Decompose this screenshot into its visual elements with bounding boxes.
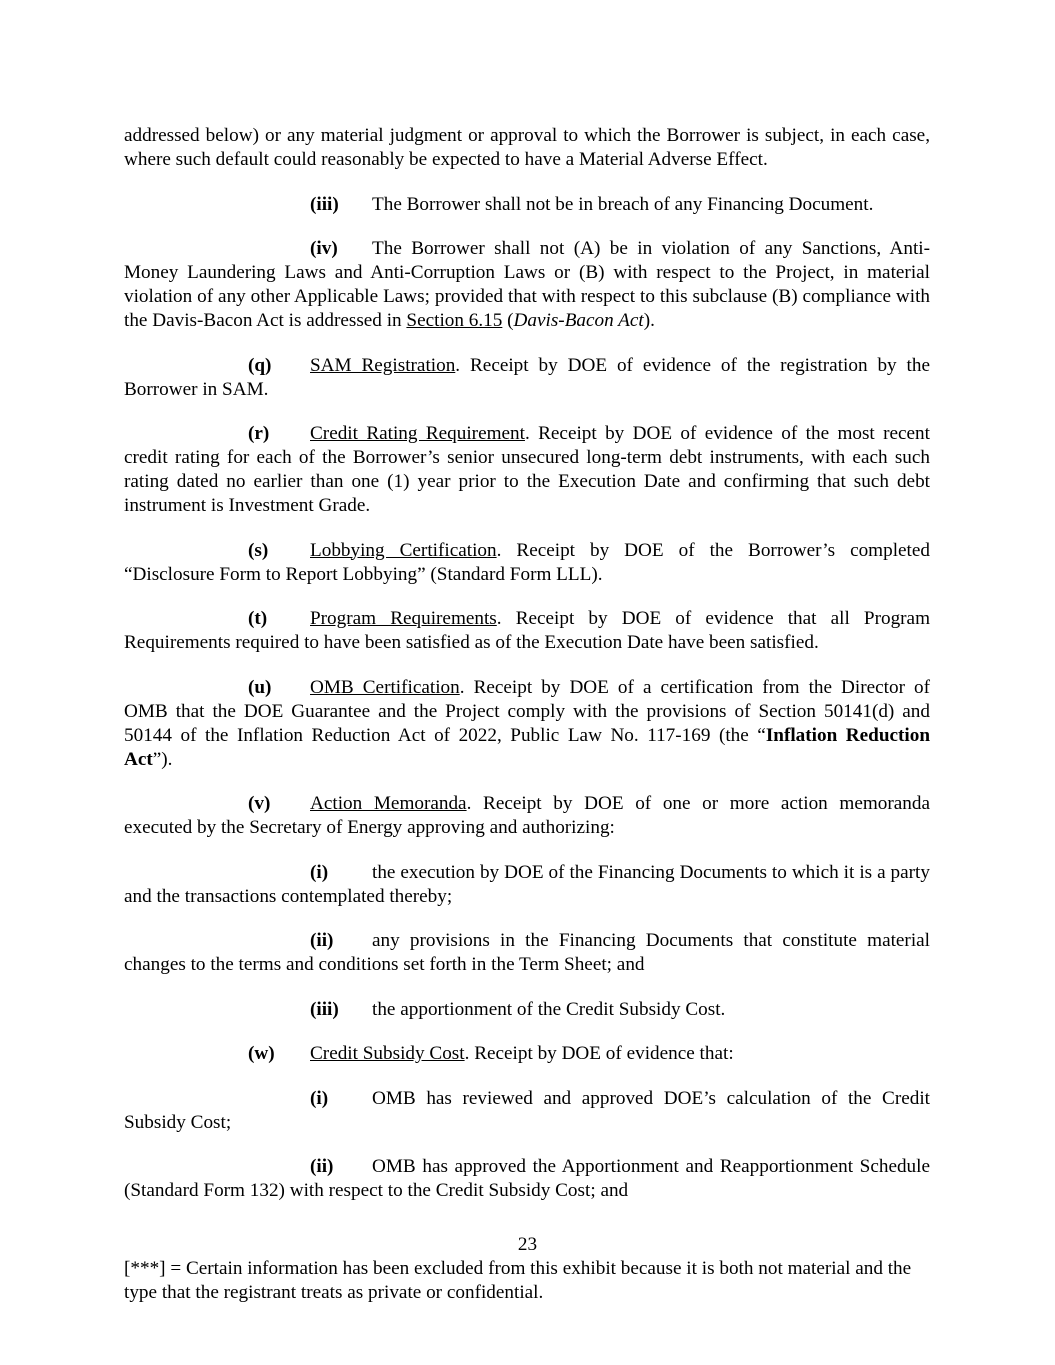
section-title: SAM Registration <box>310 354 456 376</box>
section-r: (r) Credit Rating Requirement. Receipt by DOE of evidence of the most recent credit rating for each of the Borrower’s senior unsecured long-term debt instruments, with each such rating dated no earlier than one (1) year prior to the Execution Date and confirming that such debt instrument is Investment Grade. <box>124 423 930 516</box>
defined-term: Inflation Reduction Act <box>124 724 931 770</box>
section-label: (u) <box>248 676 272 698</box>
w-item-ii: (ii) OMB has approved the Apportionment and Reapportionment Schedule (Standard Form 132) with respect to the Credit Subsidy Cost; and <box>124 1156 930 1201</box>
continued-paragraph: addressed below) or any material judgment or approval to which the Borrower is subject, in each case, where such default could reasonably be expected to have a Material Adverse Effect. <box>124 125 930 170</box>
clause-iv: (iv) The Borrower shall not (A) be in violation of any Sanctions, Anti-Money Laundering Laws and Anti-Corruption Laws or (B) with respect to the Project, in material violation of any other Applicable Laws; provided that with respect to this subclause (B) compliance with the Davis-Bacon Act is addressed in Section 6.15 (Davis-Bacon Act). <box>124 238 930 331</box>
w-item-i-continued: Subsidy Cost; <box>124 1111 232 1133</box>
section-title: Program Requirements <box>310 608 497 629</box>
section-v: (v) Action Memoranda. Receipt by DOE of one or more action memoranda executed by the Secretary of Energy approving and authorizing: <box>124 793 930 838</box>
clause-label: (iv) <box>310 238 338 259</box>
clause-label: (iii) <box>310 193 339 215</box>
section-t: (t) Program Requirements. Receipt by DOE of evidence that all Program Requirements required to have been satisfied as of the Execution Date have been satisfied. <box>124 608 930 653</box>
section-label: (q) <box>248 354 272 376</box>
section-w: (w) Credit Subsidy Cost. Receipt by DOE of evidence that: <box>248 1043 734 1064</box>
section-s: (s) Lobbying Certification. Receipt by DOE of the Borrower’s completed “Disclosure Form to Report Lobbying” (Standard Form LLL). <box>124 539 930 585</box>
page-number: 23 <box>517 1234 538 1255</box>
clause-label: (iii) <box>310 998 339 1020</box>
clause-iii: (iii) The Borrower shall not be in breach of any Financing Document. <box>310 193 874 215</box>
document-page <box>124 124 930 1224</box>
section-label: (r) <box>248 423 270 444</box>
section-reference: Section 6.15 <box>406 310 503 331</box>
section-label: (w) <box>248 1043 275 1064</box>
section-label: (s) <box>248 539 269 561</box>
section-title: Credit Subsidy Cost <box>310 1043 465 1064</box>
clause-label: (ii) <box>310 1156 334 1177</box>
clause-label: (ii) <box>310 930 334 951</box>
v-item-ii: (ii) any provisions in the Financing Documents that constitute material changes to the terms and conditions set forth in the Term Sheet; and <box>124 930 930 975</box>
section-label: (t) <box>248 608 268 629</box>
w-item-i: (i) OMB has reviewed and approved DOE’s calculation of the Credit <box>310 1087 930 1109</box>
section-title: Lobbying Certification <box>310 539 497 561</box>
clause-label: (i) <box>310 1087 329 1109</box>
section-title: OMB Certification <box>310 676 460 698</box>
section-title: Action Memoranda <box>310 793 467 814</box>
confidentiality-footnote: [***] = Certain information has been excluded from this exhibit because it is both not material and the type that the registrant treats as private or confidential. <box>124 1258 912 1303</box>
section-u: (u) OMB Certification. Receipt by DOE of a certification from the Director of OMB that the DOE Guarantee and the Project comply with the provisions of Section 50141(d) and 50144 of the Inflation Reduction Act of 2022, Public Law No. 117-169 (the “Inflation Reduction Act”). <box>124 676 931 770</box>
section-q: (q) SAM Registration. Receipt by DOE of evidence of the registration by the Borrower in SAM. <box>124 354 930 400</box>
v-item-i: (i) the execution by DOE of the Financing Documents to which it is a party and the transactions contemplated thereby; <box>124 861 930 907</box>
section-label: (v) <box>248 793 271 814</box>
section-title: Credit Rating Requirement <box>310 423 525 444</box>
clause-label: (i) <box>310 861 329 883</box>
v-item-iii: (iii) the apportionment of the Credit Subsidy Cost. <box>310 998 726 1020</box>
